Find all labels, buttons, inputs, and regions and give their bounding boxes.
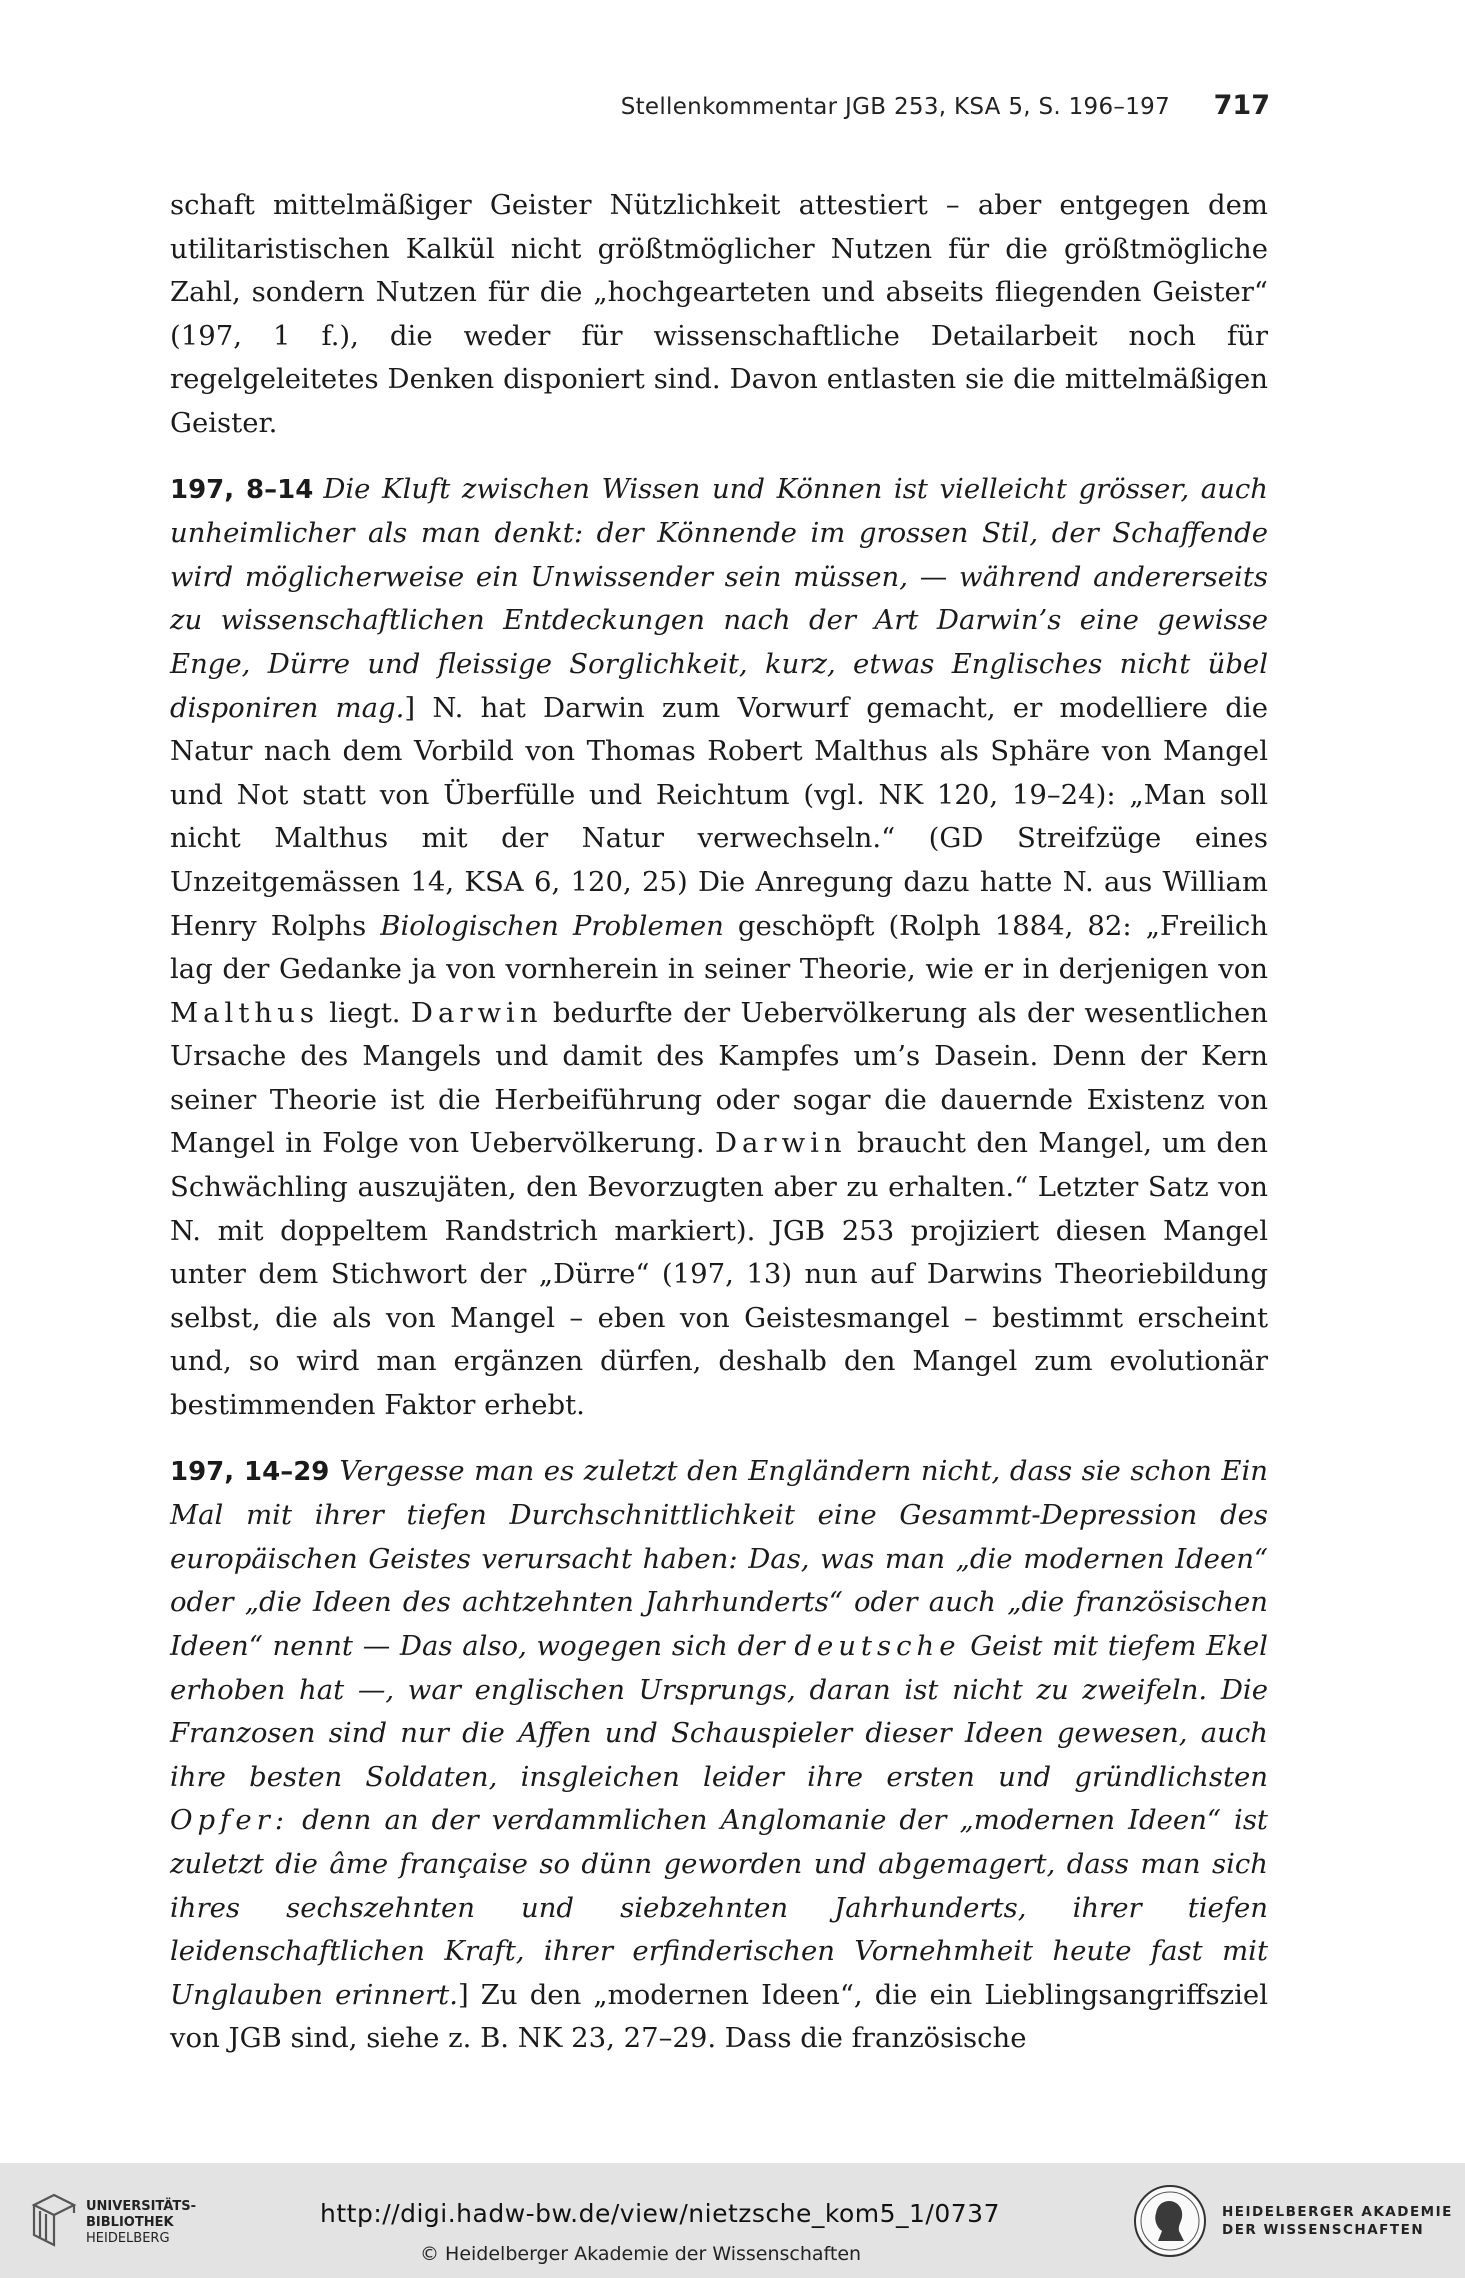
page-number: 717 bbox=[1213, 90, 1270, 121]
book-stack-icon bbox=[28, 2191, 80, 2247]
commentary-text: ] Zu den „modernen Ideen“, die ein Lieblingsangriffsziel von JGB sind, siehe z. B. NK 23, 27–29. Dass die französische bbox=[170, 1978, 1268, 2055]
academy-name: HEIDELBERGER AKADEMIE DER WISSENSCHAFTEN bbox=[1222, 2204, 1453, 2238]
spaced-name: Darwin bbox=[410, 996, 543, 1029]
commentary-text: geschöpft (Rolph 1884, 82: „Freilich lag der Gedanke ja von vornherein in seiner Theorie, wie er in derjenigen von bbox=[170, 909, 1268, 986]
library-name: UNIVERSITÄTS- BIBLIOTHEK HEIDELBERG bbox=[86, 2199, 196, 2246]
book-title: Biologischen Problemen bbox=[380, 909, 724, 942]
paragraph-1-text: schaft mittelmäßiger Geister Nützlichkeit attestiert – aber entgegen dem utilitaristischen Kalkül nicht größtmöglicher Nutzen für die größtmögliche Zahl, sondern Nutzen für die „hochgearteten und abseits fliegenden Geister“ (197, 1 f.), die weder für wissenschaftliche Detailarbeit noch für regelgeleitetes Denken disponiert sind. Davon entlasten sie die mittelmäßigen Geister. bbox=[170, 189, 1268, 439]
paragraph-1 bbox=[170, 184, 1268, 446]
portrait-seal-icon bbox=[1132, 2183, 1208, 2259]
paragraph-3 bbox=[170, 1450, 1268, 2061]
digitization-footer bbox=[0, 2163, 1465, 2278]
paragraph-2 bbox=[170, 468, 1268, 1428]
commentary-text: liegt. bbox=[318, 996, 411, 1029]
permalink-url[interactable]: http://digi.hadw-bw.de/view/nietzsche_kom5_1/0737 bbox=[320, 2199, 1000, 2228]
spaced-name: Malthus bbox=[170, 996, 319, 1029]
spaced-name: Darwin bbox=[714, 1127, 847, 1160]
lemma-quote: Die Kluft zwischen Wissen und Können ist vielleicht grösser, auch unheimlicher als man denkt: der Könnende im grossen Stil, der Schaffende wird möglicherweise ein Unwissender sein müssen, — während andererseits zu wissenschaftlichen Entdeckungen nach der Art Darwin’s eine gewisse Enge, Dürre und fleissige Sorglichkeit, kurz, etwas Englisches nicht übel disponiren mag. bbox=[170, 472, 1269, 724]
running-header bbox=[170, 90, 1270, 130]
commentary-text: bedurfte der Uebervölkerung als der wesentlichen Ursache des Mangels und damit des Kampfes um’s Dasein. Denn der Kern seiner Theorie ist die Herbeiführung oder sogar die dauernde Existenz von Mangel in Folge von Uebervölkerung. bbox=[170, 996, 1269, 1160]
running-title: Stellenkommentar JGB 253, KSA 5, S. 196–197 bbox=[620, 94, 1170, 120]
lemma-quote: denn an der verdammlichen Anglomanie der „modernen Ideen“ ist zuletzt die âme française so dünn geworden und abgemagert, dass man sich ihres sechszehnten und siebzehnten Jahrhunderts, ihrer tiefen leidenschaftlichen Kraft, ihrer erfinderischen Vornehmheit heute fast mit Unglauben erinnert. bbox=[170, 1804, 1268, 2011]
copyright-notice: © Heidelberger Akademie der Wissenschaften bbox=[420, 2243, 862, 2265]
lemma-reference: 197, 8–14 bbox=[170, 474, 314, 505]
lemma-quote: Vergesse man es zuletzt den Engländern nicht, dass sie schon Ein Mal mit ihrer tiefen Durchschnittlichkeit eine Gesammt-Depression des europäischen Geistes verursacht haben: Das, was man „die modernen Ideen“ oder „die Ideen des achtzehnten Jahrhunderts“ oder auch „die französischen Ideen“ nennt — Das also, wogegen sich der bbox=[170, 1454, 1268, 1662]
body-text bbox=[170, 184, 1268, 2061]
lemma-quote: Geist mit tiefem Ekel erhoben hat —, war englischen Ursprungs, daran ist nicht zu zweifeln. Die Franzosen sind nur die Affen und Schauspieler dieser Ideen gewesen, auch ihre besten Soldaten, insgleichen leider ihre ersten und gründlichsten bbox=[170, 1630, 1268, 1793]
commentary-text: ] N. hat Darwin zum Vorwurf gemacht, er modelliere die Natur nach dem Vorbild von Thomas Robert Malthus als Sphäre von Mangel und Not statt von Überfülle und Reichtum (vgl. NK 120, 19–24): „Man soll nicht Malthus mit der Natur verwechseln.“ (GD Streifzüge eines Unzeitgemässen 14, KSA 6, 120, 25) Die Anregung dazu hatte N. aus William Henry Rolphs bbox=[170, 691, 1268, 942]
spaced-word: deutsche bbox=[794, 1630, 961, 1662]
lemma-reference: 197, 14–29 bbox=[170, 1456, 330, 1487]
spaced-word: Opfer: bbox=[170, 1804, 290, 1837]
commentary-text: braucht den Mangel, um den Schwächling auszujäten, den Bevorzugten aber zu erhalten.“ Letzter Satz von N. mit doppeltem Randstrich markiert). JGB 253 projiziert diesen Mangel unter dem Stichwort der „Dürre“ (197, 13) nun auf Darwins Theoriebildung selbst, die als von Mangel – eben von Geistesmangel – bestimmt erscheint und, so wird man ergänzen dürfen, deshalb den Mangel zum evolutionär bestimmenden Faktor erhebt. bbox=[170, 1127, 1268, 1422]
